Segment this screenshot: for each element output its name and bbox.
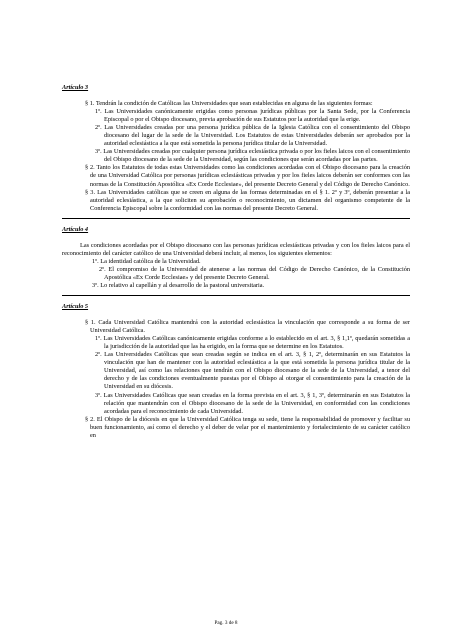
document-body [62,84,410,440]
article-heading: Artículo 3 [62,84,89,91]
page-number: Pag. 3 de 8 [214,620,238,626]
article-paragraph: 1º. Las Universidades Católicas canónicamente erigidas conforme a lo establecido en el art. 3, § 1,1º, quedarán sometidas a la jurisdicción de la autoridad que las ha erigido, en la forma que se determine en los Estatutos. [95,335,410,351]
article-paragraph: 3º. Las Universidades creadas por cualquier persona jurídica eclesiástica privada o por los fieles laicos con el consentimiento del Obispo diocesano de la sede de la Universidad, según las condiciones que serán acordadas por las partes. [95,148,410,164]
article-paragraph: 1º. La identidad católica de la Universidad. [92,257,201,265]
article-paragraph: § 1. Tendrán la condición de Católicas las Universidades que sean establecidas en alguna de las siguientes formas: [85,100,373,108]
article-paragraph: § 3. Las Universidades católicas que se creen en alguna de las formas determinadas en el § 1. 2º y 3º, deberán presentar a la autoridad eclesiástica, a la que soliciten su aprobación o reconocimiento, un dictamen del organismo competente de la Conferencia Episcopal sobre la conformidad con las normas del presente Decreto General. [85,188,410,212]
article-paragraph: Las condiciones acordadas por el Obispo diocesano con las personas jurídicas eclesiásticas privadas y con los fieles laicos para el reconocimiento del carácter católico de una Universidad deberá incluir, al menos, los siguientes elementos: [62,241,410,257]
article-paragraph: 2º. El compromiso de la Universidad de atenerse a las normas del Código de Derecho Canónico, de la Constitución Apostólica «Ex Corde Ecclesiae» y del presente Decreto General. [99,265,410,281]
article-heading: Artículo 4 [62,225,89,233]
article-paragraph: § 2. El Obispo de la diócesis en que la Universidad Católica tenga su sede, tiene la responsabilidad de promover y facilitar su buen funcionamiento, así como el derecho y el deber de velar por el mantenimiento y fortalecimiento de su carácter católico en [85,415,410,439]
article-heading: Artículo 5 [62,303,89,311]
article-paragraph: 1º. Las Universidades canónicamente erigidas como personas jurídicas públicas por la Santa Sede, por la Conferencia Episcopal o por el Obispo diocesano, previa aprobación de sus Estatutos por la autoridad que la erige. [95,108,410,124]
section-divider [62,295,410,296]
article-paragraph: 2º. Las Universidades creadas por una persona jurídica pública de la Iglesia Católica con el consentimiento del Obispo diocesano del lugar de la sede de la Universidad. Los Estatutos de estas Universidades deberán ser aprobados por la autoridad eclesiástica a la que está sometida la persona jurídica titular de la Universidad. [95,124,410,148]
article-paragraph: § 2. Tanto los Estatutos de todas estas Universidades como las condiciones acordadas con el Obispo diocesano para la creación de una Universidad Católica por personas jurídicas eclesiásticas privadas y por los fieles laicos deberán ser conformes con las normas de la Constitución Apostólica «Ex Corde Ecclesiae», del presente Decreto General y del Código de Derecho Canónico. [85,164,410,188]
article-paragraph: 3º. Las Universidades Católicas que sean creadas en la forma prevista en el art. 3, § 1, 3º, determinarán en sus Estatutos la relación que mantendrán con el Obispo diocesano de la sede de la Universidad, en conformidad con las condiciones acordadas para el reconocimiento de cada Universidad. [95,391,410,415]
section-divider [62,218,410,219]
article-paragraph: § 1. Cada Universidad Católica mantendrá con la autoridad eclesiástica la vinculación que corresponde a su forma de ser Universidad Católica. [85,319,410,335]
article-paragraph: 2º. Las Universidades Católicas que sean creadas según se indica en el art. 3, § 1, 2º, determinarán en sus Estatutos la vinculación que han de mantener con la autoridad eclesiástica a la que está sometida la persona jurídica titular de la Universidad, así como las relaciones que tendrán con el Obispo diocesano de la sede de la Universidad, a tenor del derecho y de las condiciones eventualmente puestas por el Obispo al otorgar el consentimiento para la creación de la Universidad en su diócesis. [95,351,410,391]
article-paragraph: 3º. Lo relativo al capellán y al desarrollo de la pastoral universitaria. [92,281,265,289]
